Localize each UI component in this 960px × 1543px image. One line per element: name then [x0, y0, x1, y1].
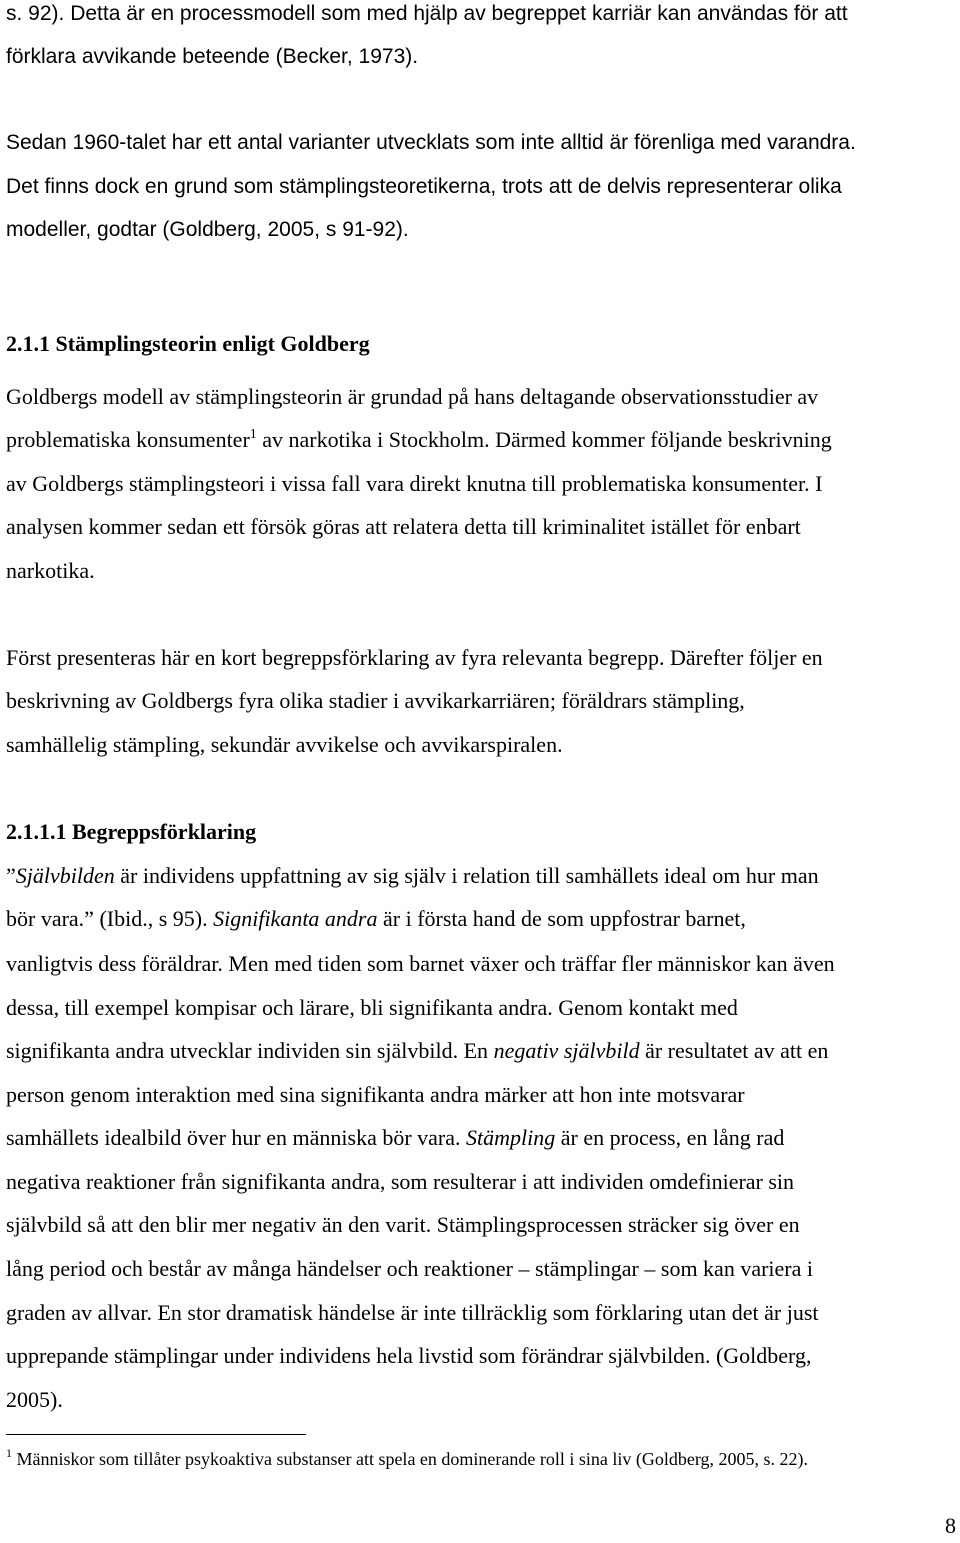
- footnote-ref: 1: [249, 427, 257, 442]
- body-line: Först presenteras här en kort begreppsförklaring av fyra relevanta begrepp. Därefter följer en: [6, 645, 823, 670]
- page-number: 8: [945, 1513, 956, 1538]
- body-line: dessa, till exempel kompisar och lärare, bli signifikanta andra. Genom kontakt med: [6, 995, 738, 1020]
- footnote: $^1$ Människor som tillåter psykoaktiva substanser att spela en dominerande roll i sina liv (Goldberg, 2005, s. 22).: [6, 1446, 809, 1469]
- body-line: samhällelig stämpling, sekundär avvikelse och avvikarspiralen.: [6, 732, 563, 757]
- body-line: lång period och består av många händelser och reaktioner – stämplingar – som kan variera i: [6, 1256, 813, 1281]
- section-heading: 2.1.1 Stämplingsteorin enligt Goldberg: [6, 331, 370, 356]
- body-line: s. 92). Detta är en processmodell som med hjälp av begreppet karriär kan användas för att: [6, 2, 848, 25]
- body-line: signifikanta andra utvecklar individen sin självbild. En negativ självbild är resultatet av att en: [6, 1038, 829, 1063]
- body-line: graden av allvar. En stor dramatisk händelse är inte tillräcklig som förklaring utan det är just: [6, 1300, 819, 1325]
- body-line: modeller, godtar (Goldberg, 2005, s 91-92).: [6, 218, 409, 241]
- body-line: upprepande stämplingar under individens hela livstid som förändrar självbilden. (Goldberg,: [6, 1343, 812, 1368]
- body-line: Goldbergs modell av stämplingsteorin är grundad på hans deltagande observationsstudier av: [6, 384, 819, 409]
- footnote-separator: [6, 1434, 306, 1435]
- body-line: av Goldbergs stämplingsteori i vissa fall vara direkt knutna till problematiska konsumenter. I: [6, 471, 823, 496]
- footnote-number: 1: [6, 1446, 12, 1460]
- body-line: självbild så att den blir mer negativ än den varit. Stämplingsprocessen sträcker sig över en: [6, 1212, 800, 1237]
- body-line: Det finns dock en grund som stämplingsteoretikerna, trots att de delvis representerar olika: [6, 175, 842, 198]
- body-line: 2005).: [6, 1387, 63, 1412]
- body-line: vanligtvis dess föräldrar. Men med tiden som barnet växer och träffar fler människor kan även: [6, 951, 835, 976]
- term: Självbilden: [15, 863, 115, 888]
- body-line: problematiska konsumenter$^1$ av narkotika i Stockholm. Därmed kommer följande beskrivning: [6, 427, 832, 452]
- body-line: ”Självbilden är individens uppfattning av sig själv i relation till samhällets ideal om hur man: [6, 863, 819, 888]
- body-line: Sedan 1960-talet har ett antal varianter utvecklats som inte alltid är förenliga med varandra.: [6, 131, 856, 154]
- body-line: förklara avvikande beteende (Becker, 1973).: [6, 45, 419, 68]
- body-line: narkotika.: [6, 558, 95, 583]
- subsection-heading: 2.1.1.1 Begreppsförklaring: [6, 819, 257, 844]
- term: Stämpling: [466, 1125, 556, 1150]
- term: Signifikanta andra: [213, 906, 378, 931]
- body-line: analysen kommer sedan ett försök göras att relatera detta till kriminalitet istället för enbart: [6, 514, 801, 539]
- body-line: negativa reaktioner från signifikanta andra, som resulterar i att individen omdefinierar sin: [6, 1169, 795, 1194]
- term: negativ självbild: [493, 1038, 640, 1063]
- body-line: samhällets idealbild över hur en människa bör vara. Stämpling är en process, en lång rad: [6, 1125, 785, 1150]
- body-line: beskrivning av Goldbergs fyra olika stadier i avvikarkarriären; föräldrars stämpling,: [6, 688, 745, 713]
- body-line: person genom interaktion med sina signifikanta andra märker att hon inte motsvarar: [6, 1082, 745, 1107]
- body-line: bör vara.” (Ibid., s 95). Signifikanta andra är i första hand de som uppfostrar barnet,: [6, 906, 746, 931]
